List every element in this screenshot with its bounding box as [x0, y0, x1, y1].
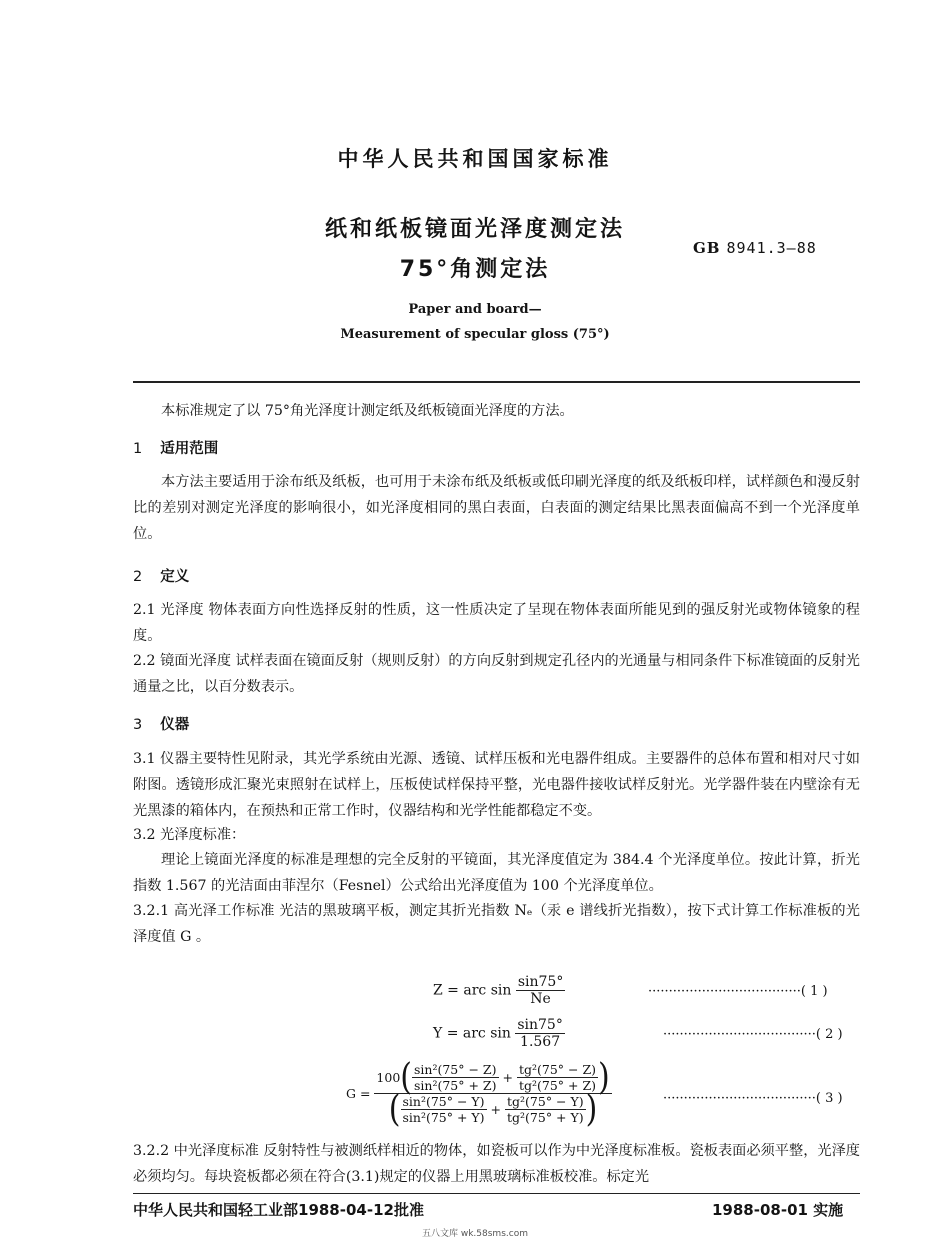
- eq3-plus-2: +: [490, 1102, 502, 1117]
- equation-1: [433, 974, 565, 1007]
- section-1-number: 1: [133, 441, 143, 457]
- clause-3-2: 3.2 光泽度标准：: [133, 827, 246, 843]
- eq3-d-num: tg²(75° − Y): [507, 1094, 584, 1109]
- definition-2-2: 2.2 镜面光泽度 试样表面在镜面反射（规则反射）的方向反射到规定孔径内的光通量与相同条件下标准镜面的反射光通量之比，以百分数表示。: [133, 653, 860, 695]
- section-3-title: 仪器: [160, 717, 190, 733]
- eq1-fraction: [516, 974, 566, 1007]
- eq3-d-den: tg²(75° + Y): [507, 1110, 584, 1125]
- implementation-date: 1988-08-01 实施: [712, 1201, 844, 1219]
- eq2-fraction: [515, 1017, 565, 1050]
- eq3-main-numerator: [374, 1055, 611, 1098]
- section-2-title: 定义: [160, 569, 190, 585]
- equation-3: [346, 1055, 612, 1130]
- section-3-heading: [133, 713, 189, 734]
- eq2-dots: ·····································: [663, 1027, 816, 1042]
- header-rule: [133, 381, 860, 383]
- clause-3-2-2: 3.2.2 中光泽度标准 反射特性与被测纸样相近的物体，如瓷板可以作为中光泽度标准板。瓷板表面必须平整，光泽度必须均匀。每块瓷板都必须在符合(3.1)规定的仪器上用黑玻璃标准板校准。标定光: [133, 1143, 860, 1185]
- eq3-coefficient: 100: [376, 1070, 401, 1085]
- eq3-main-denominator: [374, 1087, 611, 1130]
- eq2-leader: [663, 1027, 843, 1042]
- eq3-b-num: tg²(75° − Z): [518, 1062, 597, 1077]
- section-2-heading: [133, 565, 189, 586]
- english-title-line2: Measurement of specular gloss (75°): [340, 327, 610, 342]
- eq3-b-den: tg²(75° + Z): [518, 1078, 597, 1093]
- eq3-c-num: sin²(75° − Y): [402, 1094, 485, 1109]
- eq1-label: ( 1 ): [800, 984, 828, 999]
- section-1-text: 本方法主要适用于涂布纸及纸板，也可用于未涂布纸及纸板或低印刷光泽度的纸及纸板印样，试样颜色和漫反射比的差别对测定光泽度的影响很小，如光泽度相同的黑白表面，白表面的测定结果比黑表面偏高不到一个光泽度单位。: [133, 474, 860, 542]
- eq3-a-num: sin²(75° − Z): [414, 1062, 497, 1077]
- eq3-plus-1: +: [502, 1070, 513, 1085]
- eq2-label: ( 2 ): [815, 1027, 843, 1042]
- english-title-line1: Paper and board—: [408, 302, 542, 317]
- standard-subtitle: 75°角测定法: [399, 257, 551, 282]
- eq2-denominator: 1.567: [520, 1034, 561, 1050]
- eq3-leader: [663, 1091, 843, 1106]
- eq3-frac-a: [412, 1062, 499, 1093]
- eq1-lhs: Z = arc sin: [433, 982, 512, 999]
- standard-code: [693, 239, 817, 257]
- code-prefix: GB: [693, 239, 721, 257]
- right-brace-icon: ): [598, 1055, 610, 1098]
- eq3-frac-c: [401, 1094, 487, 1125]
- eq3-lhs: G =: [346, 1086, 371, 1101]
- eq2-numerator: sin75°: [517, 1017, 563, 1033]
- right-brace-icon-2: ): [585, 1087, 598, 1130]
- eq1-leader: [648, 984, 828, 999]
- eq3-c-den: sin²(75° + Y): [402, 1110, 485, 1125]
- approval-line: 中华人民共和国轻工业部1988-04-12批准: [133, 1201, 424, 1219]
- code-number: 8941.3—88: [726, 239, 817, 257]
- eq3-frac-d: [505, 1094, 586, 1125]
- left-brace-icon: (: [400, 1055, 412, 1098]
- clause-3-2-text: 理论上镜面光泽度的标准是理想的完全反射的平镜面，其光泽度值定为 384.4 个光泽度单位。按此计算，折光指数 1.567 的光洁面由菲涅尔（Fesnel）公式给出光泽度值为 100 个光泽度单位。: [133, 852, 860, 894]
- eq2-lhs: Y = arc sin: [433, 1025, 511, 1042]
- definition-2-1: 2.1 光泽度 物体表面方向性选择反射的性质，这一性质决定了呈现在物体表面所能见到的强反射光或物体镜象的程度。: [133, 602, 860, 644]
- left-brace-icon-2: (: [388, 1087, 401, 1130]
- intro-paragraph: 本标准规定了以 75°角光泽度计测定纸及纸板镜面光泽度的方法。: [161, 403, 574, 419]
- section-3-number: 3: [133, 717, 143, 733]
- eq3-a-den: sin²(75° + Z): [414, 1078, 497, 1093]
- footer-rule: [133, 1193, 860, 1194]
- section-1-heading: [133, 437, 218, 458]
- section-2-number: 2: [133, 569, 143, 585]
- issuing-body: 中华人民共和国国家标准: [337, 147, 613, 171]
- eq1-dots: ·····································: [648, 984, 801, 999]
- standard-title: 纸和纸板镜面光泽度测定法: [324, 217, 625, 242]
- clause-3-2-1: 3.2.1 高光泽工作标准 光洁的黑玻璃平板，测定其折光指数 Nₑ（汞 e 谱线折光指数），按下式计算工作标准板的光泽度值 G 。: [133, 903, 860, 945]
- equation-2: [433, 1017, 565, 1050]
- eq3-dots: ·····································: [663, 1091, 816, 1106]
- clause-3-1: 3.1 仪器主要特性见附录，其光学系统由光源、透镜、试样压板和光电器件组成。主要器件的总体布置和相对尺寸如附图。透镜形成汇聚光束照射在试样上，压板使试样保持平整，光电器件接收试样反射光。光学器件装在内壁涂有无光黑漆的箱体内，在预热和正常工作时，仪器结构和光学性能都稳定不变。: [133, 751, 860, 819]
- eq1-denominator: Ne: [530, 991, 551, 1007]
- eq3-label: ( 3 ): [815, 1091, 843, 1106]
- watermark: 五八文库 wk.58sms.com: [422, 1229, 528, 1239]
- eq3-main-fraction: [374, 1055, 611, 1130]
- section-1-title: 适用范围: [160, 441, 219, 457]
- eq1-numerator: sin75°: [517, 974, 564, 990]
